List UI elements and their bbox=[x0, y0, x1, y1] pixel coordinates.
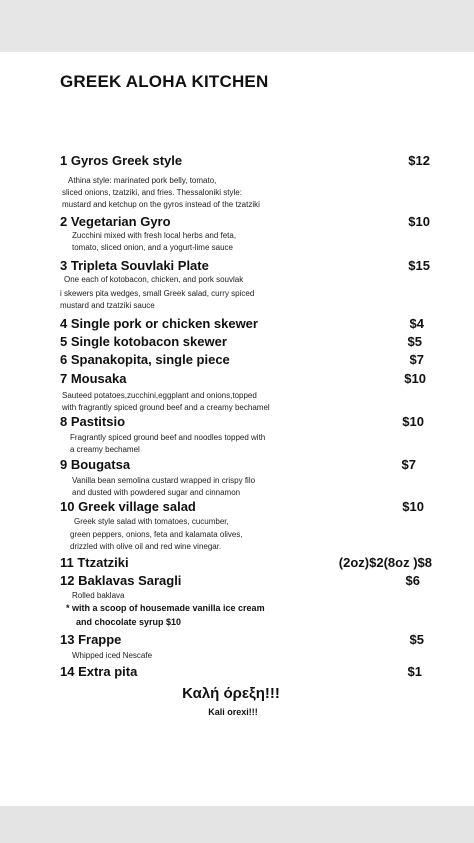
item-description-line: sliced onions, tzatziki, and fries. Thessaloniki style: bbox=[62, 188, 242, 197]
item-description-line: Sauteed potatoes,zucchini,eggplant and onions,topped bbox=[62, 391, 257, 400]
item-price: (2oz)$2(8oz )$8 bbox=[338, 555, 432, 570]
item-description-line: tomato, sliced onion, and a yogurt-lime sauce bbox=[72, 243, 233, 252]
item-name: 4 Single pork or chicken skewer bbox=[60, 316, 258, 331]
item-description-line: Whipped iced Nescafe bbox=[72, 651, 153, 660]
item-description-line: Vanilla bean semolina custard wrapped in crispy filo bbox=[72, 476, 256, 485]
item-price: $15 bbox=[408, 258, 430, 273]
item-description-line: One each of kotobacon, chicken, and pork souvlak bbox=[64, 275, 244, 284]
item-description-line: Athina style: marinated pork belly, tomato, bbox=[68, 176, 217, 185]
closing-greek: Καλή όρεξη!!! bbox=[182, 685, 280, 702]
menu-item-8 bbox=[60, 414, 430, 432]
item-price: $5 bbox=[409, 632, 424, 647]
menu-title: GREEK ALOHA KITCHEN bbox=[60, 72, 269, 91]
item-description-line: Zucchini mixed with fresh local herbs and feta, bbox=[72, 231, 237, 240]
menu-item-6 bbox=[60, 352, 430, 370]
item-name: 2 Vegetarian Gyro bbox=[60, 214, 171, 229]
item-name: 14 Extra pita bbox=[60, 664, 138, 679]
item-price: $4 bbox=[409, 316, 424, 331]
item-description-line: Rolled baklava bbox=[72, 591, 125, 600]
item-note-line: and chocolate syrup $10 bbox=[76, 617, 182, 627]
item-price: $5 bbox=[407, 334, 422, 349]
item-price: $7 bbox=[401, 457, 416, 472]
menu-item-12 bbox=[60, 573, 430, 591]
item-price: $10 bbox=[402, 414, 424, 429]
item-name: 8 Pastitsio bbox=[60, 414, 126, 429]
item-price: $12 bbox=[408, 153, 430, 168]
menu-item-9 bbox=[60, 457, 430, 475]
item-price: $6 bbox=[405, 573, 420, 588]
item-price: $10 bbox=[408, 214, 430, 229]
item-description-line: and dusted with powdered sugar and cinnamon bbox=[72, 488, 241, 497]
closing-latin: Kali orexi!!! bbox=[208, 707, 258, 717]
item-description-line: with fragrantly spiced ground beef and a creamy bechamel bbox=[62, 403, 270, 412]
item-name: 7 Mousaka bbox=[60, 371, 127, 386]
item-name: 9 Bougatsa bbox=[60, 457, 131, 472]
item-price: $10 bbox=[404, 371, 426, 386]
item-price: $10 bbox=[402, 499, 424, 514]
item-description-line: i skewers pita wedges, small Greek salad, curry spiced bbox=[60, 289, 255, 298]
item-name: 3 Tripleta Souvlaki Plate bbox=[60, 258, 209, 273]
item-name: 12 Baklavas Saragli bbox=[60, 573, 182, 588]
top-background-band bbox=[0, 0, 474, 52]
item-name: 1 Gyros Greek style bbox=[60, 153, 183, 168]
item-price: $7 bbox=[409, 352, 424, 367]
item-name: 10 Greek village salad bbox=[60, 499, 196, 514]
item-description-line: a creamy bechamel bbox=[70, 445, 140, 454]
menu-item-7 bbox=[60, 371, 430, 389]
item-description-line: mustard and ketchup on the gyros instead of the tzatziki bbox=[62, 200, 260, 209]
item-description-line: green peppers, onions, feta and kalamata olives, bbox=[70, 530, 243, 539]
menu-item-10 bbox=[60, 499, 430, 517]
item-note-line: * with a scoop of housemade vanilla ice cream bbox=[66, 603, 265, 613]
item-name: 11 Ttzatziki bbox=[60, 555, 129, 570]
item-name: 6 Spanakopita, single piece bbox=[60, 352, 230, 367]
item-description-line: mustard and tzatziki sauce bbox=[60, 301, 155, 310]
item-price: $1 bbox=[407, 664, 422, 679]
item-description-line: Greek style salad with tomatoes, cucumber, bbox=[74, 517, 229, 526]
menu-item-5 bbox=[60, 334, 430, 352]
item-description-line: Fragrantly spiced ground beef and noodles topped with bbox=[70, 433, 266, 442]
menu-item-4 bbox=[60, 316, 430, 334]
menu-item-1 bbox=[60, 153, 430, 171]
menu-item-13 bbox=[60, 632, 430, 650]
item-name: 13 Frappe bbox=[60, 632, 122, 647]
item-name: 5 Single kotobacon skewer bbox=[60, 334, 227, 349]
menu-item-11 bbox=[60, 555, 430, 573]
menu-item-14 bbox=[60, 664, 430, 682]
item-description-line: drizzled with olive oil and red wine vinegar. bbox=[70, 542, 222, 551]
bottom-background-band bbox=[0, 806, 474, 843]
